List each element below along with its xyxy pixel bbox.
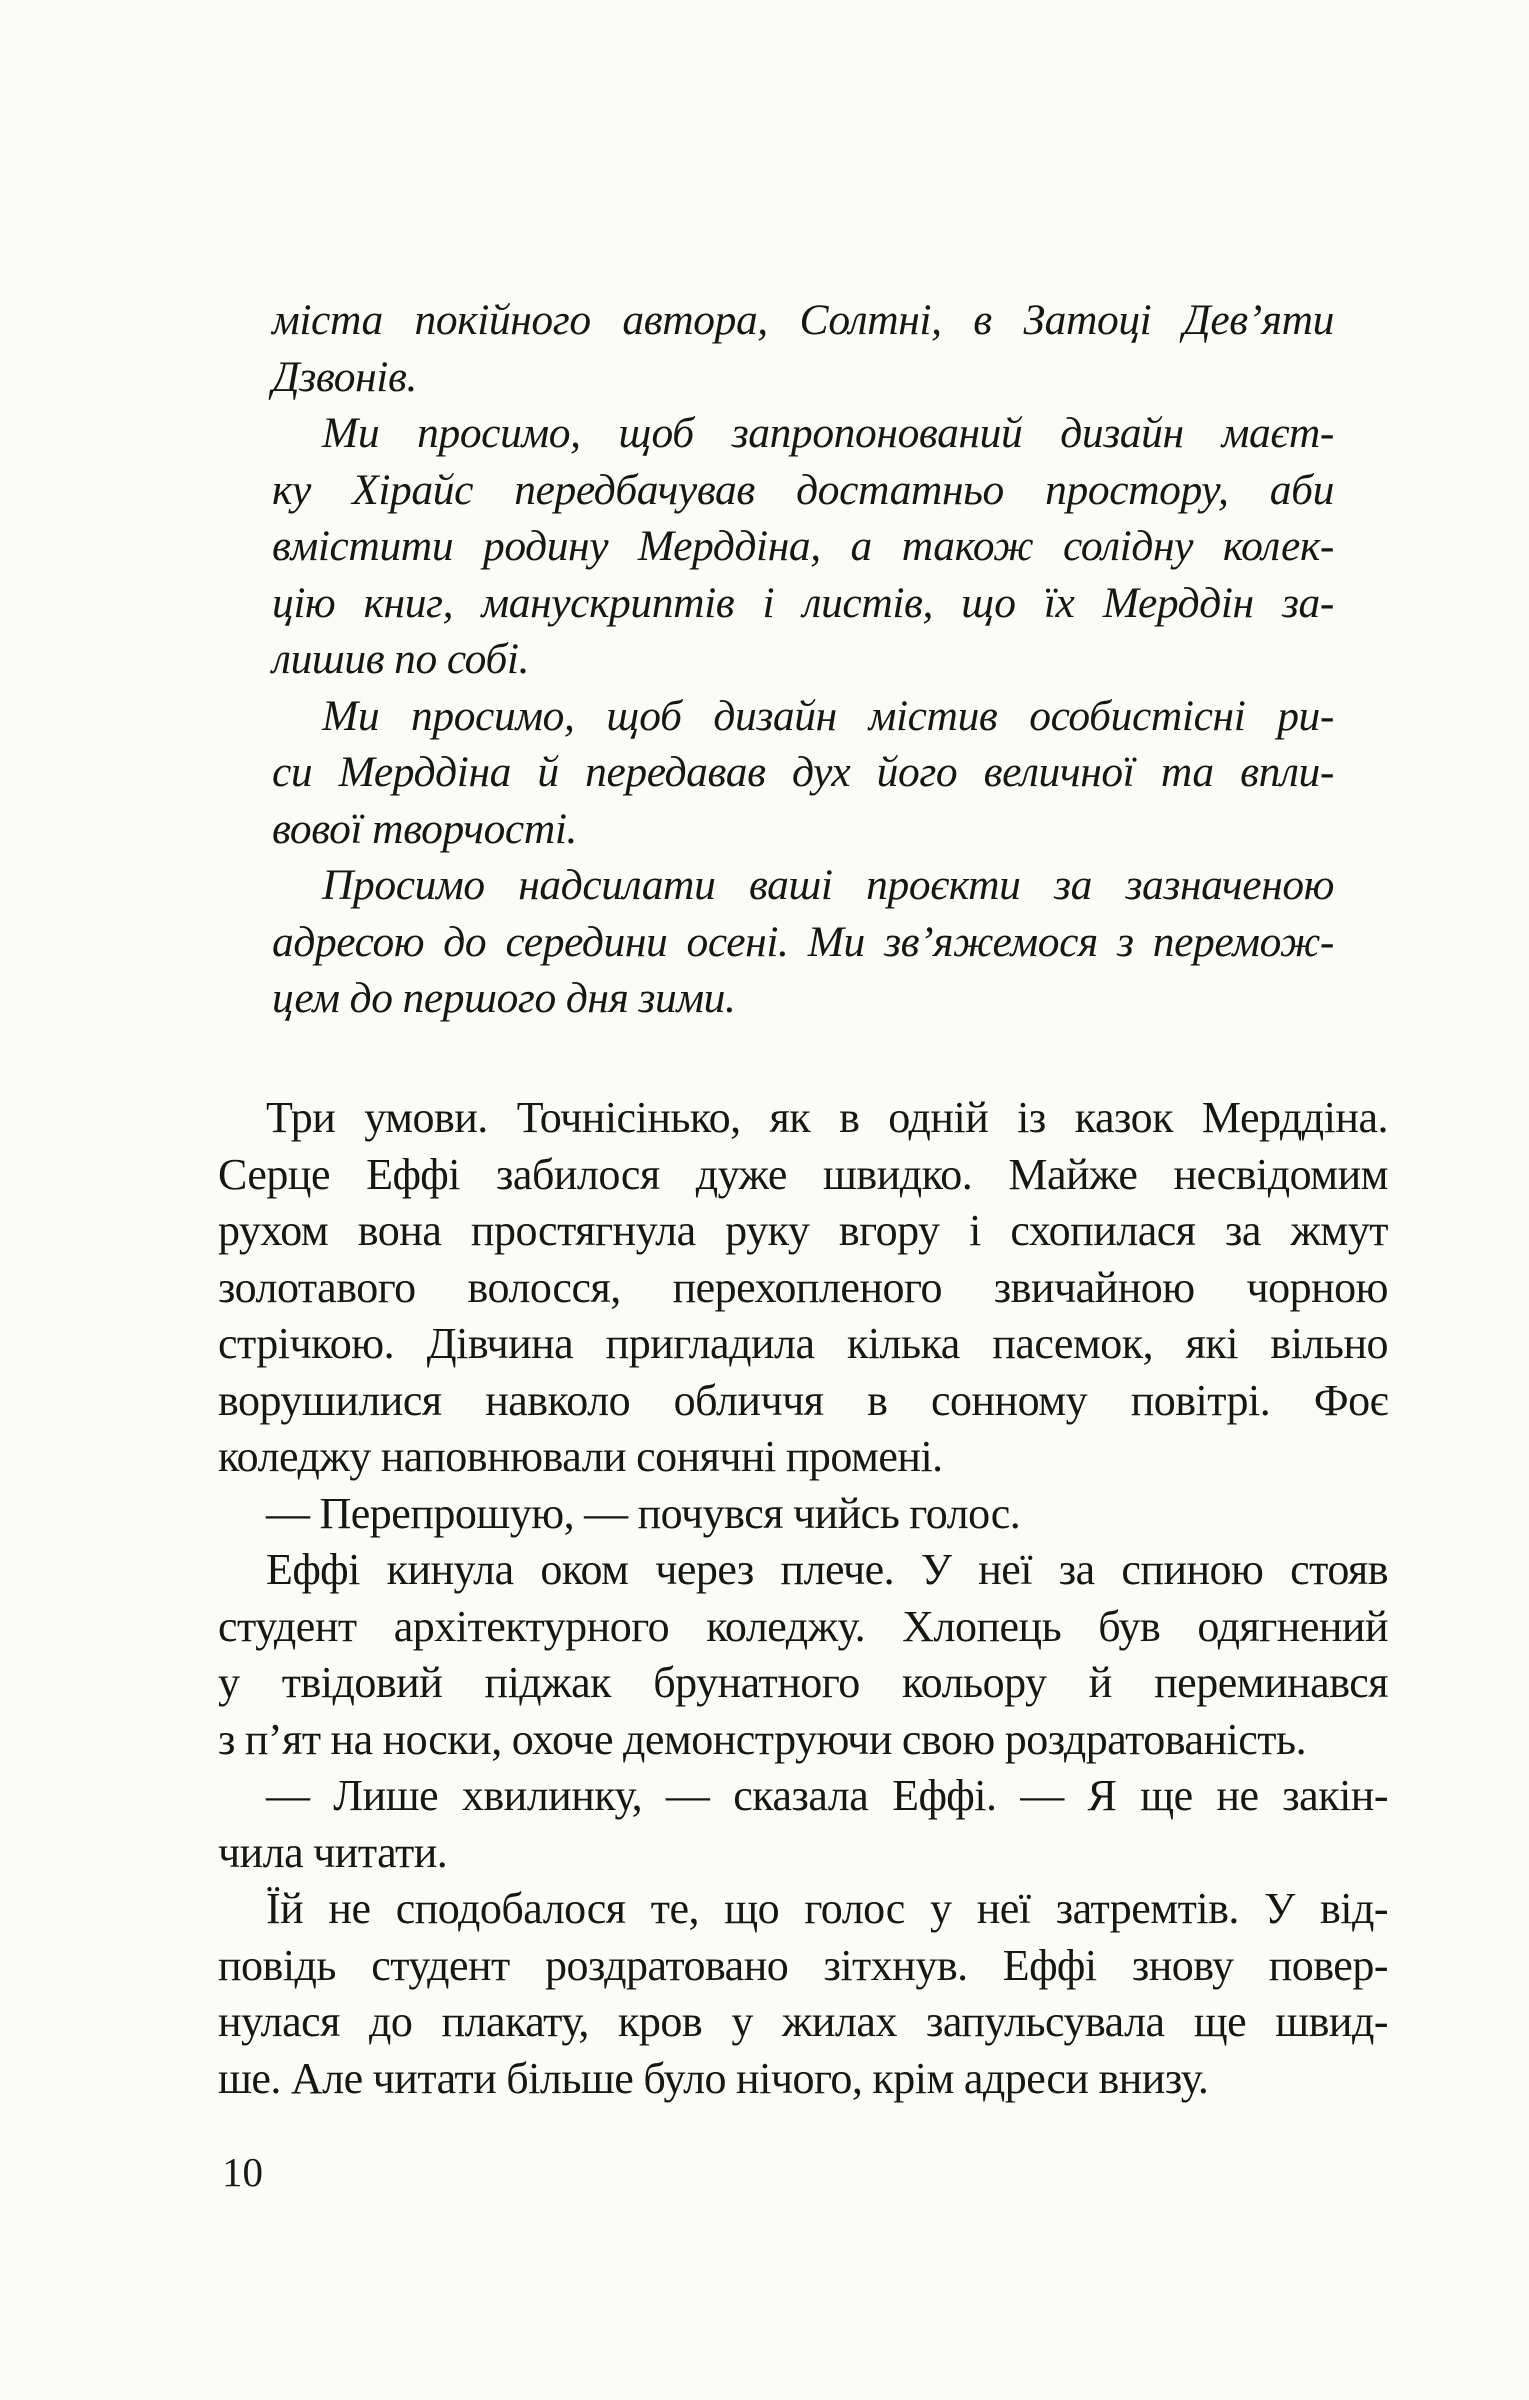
text-line: нулася до плакату, кров у жилах запульсувала ще швид-	[218, 1997, 1388, 2046]
text-line: чила читати.	[218, 1827, 448, 1877]
paragraph	[218, 1768, 1388, 1881]
text-line: лишив по собі.	[272, 635, 530, 683]
text-line: золотавого волосся, перехопленого звичайною чорною	[218, 1262, 1388, 1312]
text-line: цію книг, манускриптів і листів, що їх Мерддін за-	[272, 578, 1334, 627]
text-line: адресою до середини осені. Ми зв’яжемося з перемож-	[272, 917, 1334, 966]
text-line: ше. Але читати більше було нічого, крім адреси внизу.	[218, 2053, 1209, 2103]
text-line: — Лише хвилинку, — сказала Еффі. — Я ще не закін-	[266, 1771, 1388, 1820]
text-line: з п’ят на носки, охоче демонструючи свою роздратованість.	[218, 1714, 1307, 1764]
text-line: ку Хірайс передбачував достатньо простору, аби	[272, 465, 1334, 514]
text-line: си Мерддіна й передавав дух його величної та впли-	[272, 748, 1334, 796]
text-line: ворушилися навколо обличчя в сонному повітрі. Фоє	[218, 1375, 1388, 1425]
paragraph	[218, 1881, 1388, 2107]
text-line: цем до першого дня зими.	[272, 974, 736, 1022]
text-line: Ми просимо, щоб запропонований дизайн маєт-	[322, 409, 1334, 457]
text-line: Три умови. Точнісінько, як в одній із казок Мерддіна.	[266, 1093, 1388, 1142]
text-line: Серце Еффі забилося дуже швидко. Майже несвідомим	[218, 1149, 1388, 1199]
paragraph	[272, 405, 1334, 688]
text-line: вової творчості.	[272, 804, 578, 853]
paragraph	[218, 1542, 1388, 1768]
poster-quote-block	[272, 292, 1334, 1027]
text-line: стрічкою. Дівчина пригладила кілька пасемок, які вільно	[218, 1319, 1388, 1368]
text-line: — Перепрошую, — почувся чийсь голос.	[266, 1488, 1021, 1538]
text-line: рухом вона простягнула руку вгору і схопилася за жмут	[218, 1206, 1388, 1255]
paragraph	[272, 857, 1334, 1027]
text-line: повідь студент роздратовано зітхнув. Еффі знову повер-	[218, 1940, 1388, 1990]
paragraph	[218, 1486, 1388, 1543]
paragraph	[218, 1090, 1388, 1486]
text-line: Еффі кинула оком через плече. У неї за спиною стояв	[266, 1545, 1388, 1594]
text-line: Ми просимо, щоб дизайн містив особистісні ри-	[322, 691, 1334, 740]
text-line: міста покійного автора, Солтні, в Затоці Дев’яти	[272, 296, 1334, 344]
page-number: 10	[222, 2149, 263, 2195]
text-line: Їй не сподобалося те, що голос у неї затремтів. У від-	[266, 1884, 1388, 1933]
paragraph	[272, 292, 1334, 405]
text-line: у твідовий піджак брунатного кольору й переминався	[218, 1658, 1388, 1707]
text-line: Дзвонів.	[272, 352, 417, 401]
text-line: вмістити родину Мерддіна, а також солідну колек-	[272, 522, 1334, 570]
story-text-block	[218, 1090, 1388, 2107]
text-line: коледжу наповнювали сонячні промені.	[218, 1432, 943, 1481]
paragraph	[272, 688, 1334, 858]
text-line: студент архітектурного коледжу. Хлопець був одягнений	[218, 1601, 1388, 1651]
text-line: Просимо надсилати ваші проєкти за зазначеною	[322, 861, 1334, 909]
